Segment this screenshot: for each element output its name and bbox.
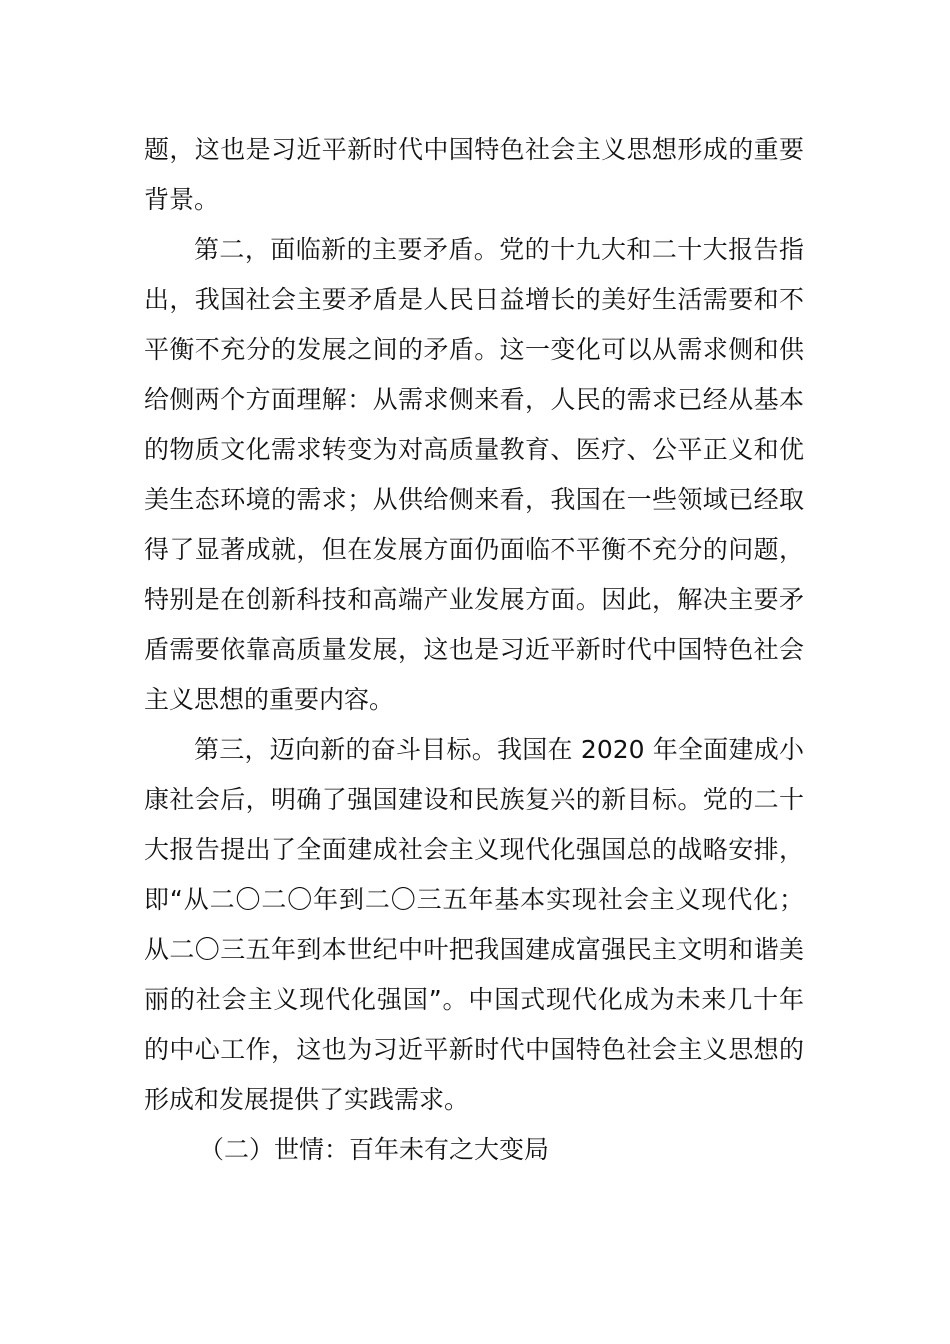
paragraph-continued: 题，这也是习近平新时代中国特色社会主义思想形成的重要背景。 xyxy=(144,135,804,214)
document-body xyxy=(144,125,804,1175)
paragraph-third-point: 第三，迈向新的奋斗目标。我国在 2020 年全面建成小康社会后，明确了强国建设和民族复兴的新目标。党的二十大报告提出了全面建成社会主义现代化强国总的战略安排，即“从二〇二〇年到二〇三五年基本实现社会主义现代化；从二〇三五年到本世纪中叶把我国建成富强民主文明和谐美丽的社会主义现代化强国”。中国式现代化成为未来几十年的中心工作，这也为习近平新时代中国特色社会主义思想的形成和发展提供了实践需求。 xyxy=(144,735,804,1114)
section-heading: （二）世情：百年未有之大变局 xyxy=(199,1135,550,1164)
paragraph-second-point: 第二，面临新的主要矛盾。党的十九大和二十大报告指出，我国社会主要矛盾是人民日益增长的美好生活需要和不平衡不充分的发展之间的矛盾。这一变化可以从需求侧和供给侧两个方面理解：从需求侧来看，人民的需求已经从基本的物质文化需求转变为对高质量教育、医疗、公平正义和优美生态环境的需求；从供给侧来看，我国在一些领域已经取得了显著成就，但在发展方面仍面临不平衡不充分的问题，特别是在创新科技和高端产业发展方面。因此，解决主要矛盾需要依靠高质量发展，这也是习近平新时代中国特色社会主义思想的重要内容。 xyxy=(144,235,804,714)
